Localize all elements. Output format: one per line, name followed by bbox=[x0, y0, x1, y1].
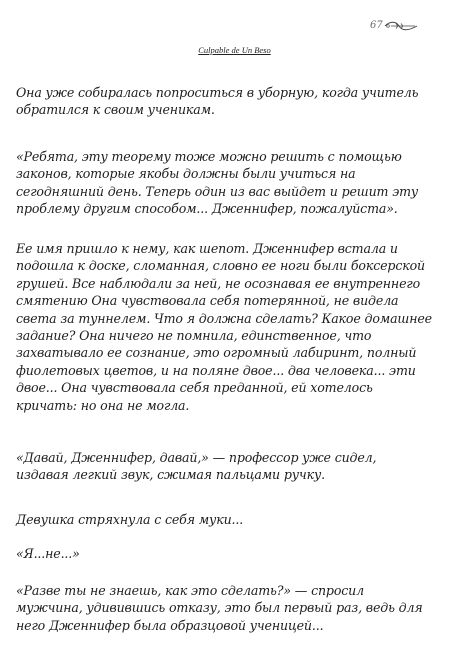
text-line: «Давай, Дженнифер, давай,» — профессор уже сидел, bbox=[16, 450, 377, 465]
text-line: фиолетовых цветов, и на поляне двое... два человека... эти bbox=[16, 362, 416, 378]
paragraph bbox=[16, 240, 461, 414]
text-line: законов, которые якобы должны были учиться на bbox=[16, 166, 356, 182]
page-number: 67 bbox=[370, 20, 383, 31]
text-line: «Разве ты не знаешь, как это сделать?» — спросил bbox=[16, 583, 365, 598]
text-line: подошла к доске, сломанная, словно ее ноги были боксерской bbox=[16, 258, 426, 274]
text-line: Она уже собиралась попроситься в уборную, когда учитель bbox=[16, 85, 419, 100]
text-line: проблему другим способом... Дженнифер, пожалуйста». bbox=[16, 201, 398, 217]
text-line: Ее имя пришло к нему, как шепот. Дженнифер встала и bbox=[16, 241, 398, 256]
text-line: «Я...не...» bbox=[16, 546, 80, 561]
page-number-block bbox=[370, 18, 440, 34]
text-line: издавая легкий звук, сжимая пальцами ручку. bbox=[16, 467, 325, 483]
text-line: грушей. Все наблюдали за ней, не осознавая ее внутреннего bbox=[16, 275, 421, 291]
text-line: мужчина, удивившись отказу, это был первый раз, ведь для bbox=[16, 600, 423, 616]
text-line: Девушка стряхнула с себя муки... bbox=[16, 512, 244, 527]
text-line: сегодняшний день. Теперь один из вас выйдет и решит эту bbox=[16, 183, 419, 199]
text-line: обратился к своим ученикам. bbox=[16, 102, 215, 118]
text-line: света за туннелем. Что я должна сделать? Какое домашнее bbox=[16, 310, 432, 326]
text-line: смятению Она чувствовала себя потерянной, не видела bbox=[16, 293, 399, 309]
text-line: задание? Она ничего не помнила, единственное, что bbox=[16, 328, 372, 344]
paragraph bbox=[16, 449, 461, 484]
paragraph bbox=[16, 582, 461, 634]
paragraph bbox=[16, 84, 461, 119]
paragraph bbox=[16, 148, 461, 218]
quill-ornament-icon bbox=[384, 20, 418, 32]
text-line: «Ребята, эту теорему тоже можно решить с помощью bbox=[16, 149, 402, 164]
text-line: кричать: но она не могла. bbox=[16, 397, 190, 413]
text-line: двое... Она чувствовала себя преданной, ей хотелось bbox=[16, 380, 373, 396]
text-line: захватывало ее сознание, это огромный лабиринт, полный bbox=[16, 345, 417, 361]
paragraph bbox=[16, 511, 461, 528]
running-header-title: Culpable de Un Beso bbox=[198, 45, 271, 55]
text-line: него Дженнифер была образцовой ученицей... bbox=[16, 617, 324, 633]
paragraph bbox=[16, 545, 461, 562]
